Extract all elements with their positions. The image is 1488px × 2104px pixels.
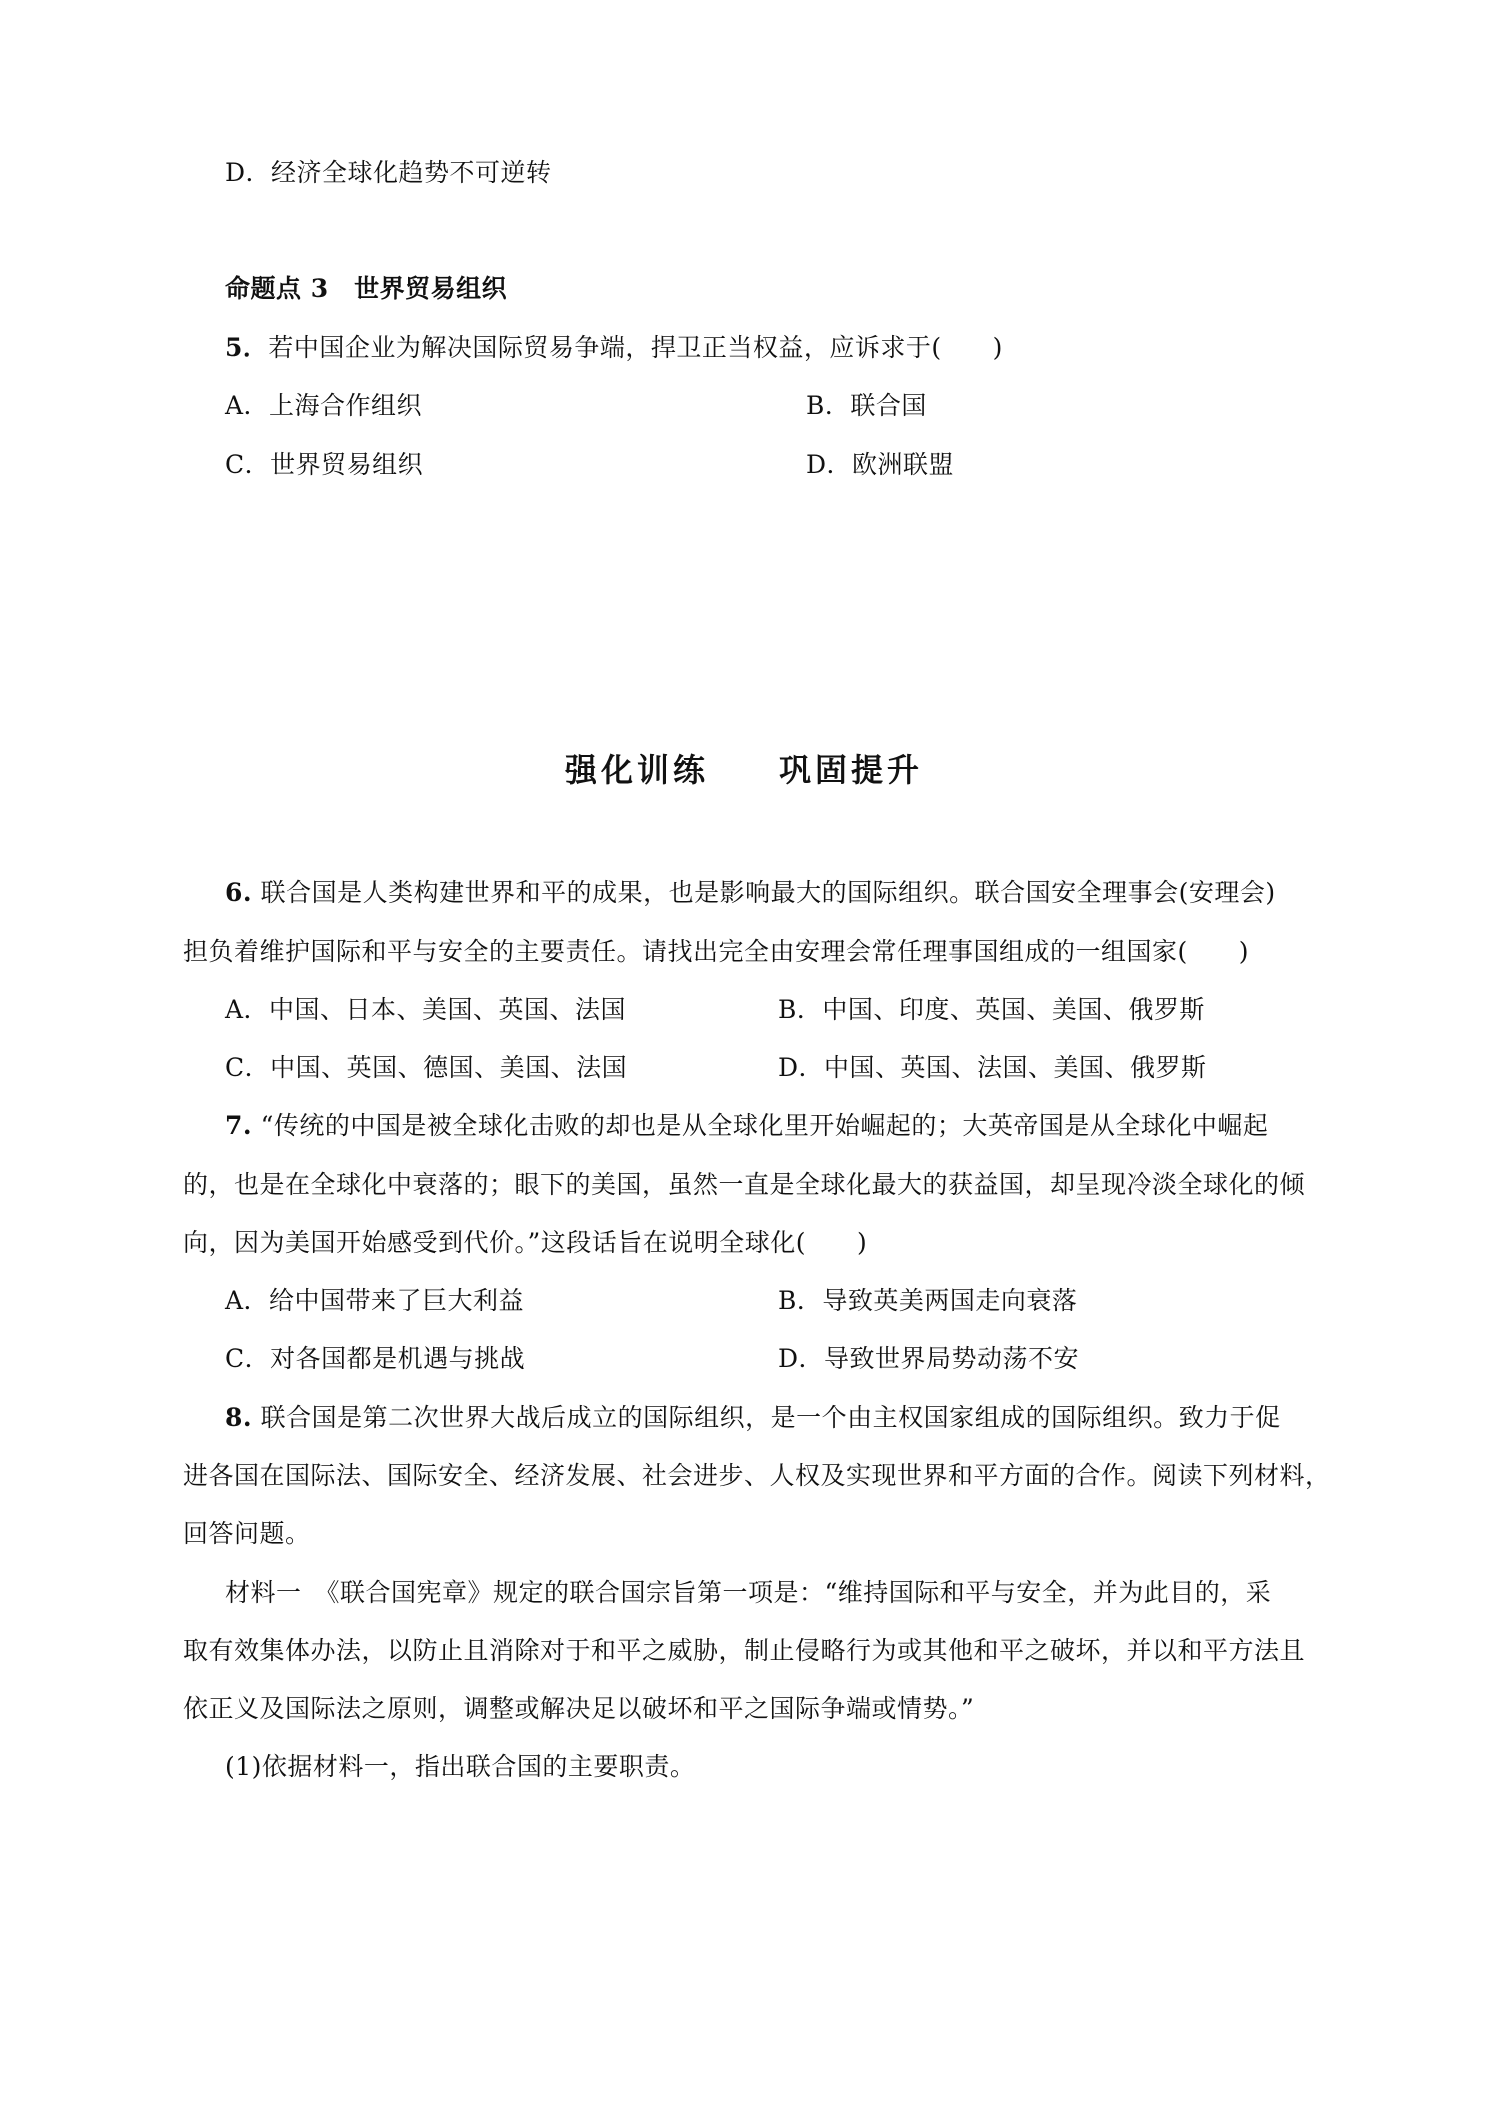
q5-option-a: A．上海合作组织 [225, 391, 423, 420]
q6-option-d: D．中国、英国、法国、美国、俄罗斯 [778, 1053, 1207, 1082]
question-7-line-1 [225, 1109, 1268, 1143]
question-5 [225, 331, 1003, 365]
question-stem: 联合国是第二次世界大战后成立的国际组织，是一个由主权国家组成的国际组织。致力于促 [260, 1403, 1281, 1432]
question-7-line-2: 的，也是在全球化中衰落的；眼下的美国，虽然一直是全球化最大的获益国，却呈现冷淡全球化的倾 [183, 1170, 1306, 1199]
practice-heading [0, 745, 1488, 791]
q6-option-c: C．中国、英国、德国、美国、法国 [225, 1053, 628, 1082]
question-number: 6. [225, 878, 253, 907]
material-1-line-1: 材料一 《联合国宪章》规定的联合国宗旨第一项是：“维持国际和平与安全，并为此目的，采 [225, 1578, 1272, 1607]
q5-option-d: D．欧洲联盟 [806, 450, 955, 479]
question-number: 8. [225, 1403, 253, 1432]
section-title: 命题点 3 世界贸易组织 [225, 274, 508, 303]
question-7-line-3: 向，因为美国开始感受到代价。”这段话旨在说明全球化( ) [183, 1228, 868, 1257]
practice-heading-right: 巩固提升 [779, 751, 924, 789]
question-8-line-1 [225, 1401, 1281, 1435]
q4-option-d: D．经济全球化趋势不可逆转 [225, 158, 552, 187]
question-6-line-2: 担负着维护国际和平与安全的主要责任。请找出完全由安理会常任理事国组成的一组国家( ) [183, 937, 1250, 966]
question-number: 5． [225, 333, 269, 362]
q7-option-a: A．给中国带来了巨大利益 [225, 1286, 525, 1315]
q7-option-c: C．对各国都是机遇与挑战 [225, 1344, 526, 1373]
question-stem: “传统的中国是被全球化击败的却也是从全球化里开始崛起的；大英帝国是从全球化中崛起 [260, 1111, 1269, 1140]
q5-option-c: C．世界贸易组织 [225, 450, 424, 479]
q7-option-d: D．导致世界局势动荡不安 [778, 1344, 1080, 1373]
question-stem: 联合国是人类构建世界和平的成果，也是影响最大的国际组织。联合国安全理事会(安理会) [260, 878, 1276, 907]
practice-heading-left: 强化训练 [564, 751, 709, 789]
question-6-line-1 [225, 876, 1276, 910]
q6-option-b: B．中国、印度、英国、美国、俄罗斯 [778, 995, 1205, 1024]
question-number: 7. [225, 1111, 253, 1140]
question-8-line-3: 回答问题。 [183, 1519, 311, 1548]
question-8-line-2: 进各国在国际法、国际安全、经济发展、社会进步、人权及实现世界和平方面的合作。阅读下列材料， [183, 1461, 1331, 1490]
sub-question-1: (1)依据材料一，指出联合国的主要职责。 [225, 1752, 696, 1781]
q5-option-b: B．联合国 [806, 391, 927, 420]
material-1-line-3: 依正义及国际法之原则，调整或解决足以破坏和平之国际争端或情势。” [183, 1694, 975, 1723]
q7-option-b: B．导致英美两国走向衰落 [778, 1286, 1078, 1315]
material-1-line-2: 取有效集体办法，以防止且消除对于和平之威胁，制止侵略行为或其他和平之破坏，并以和平方法且 [183, 1636, 1306, 1665]
question-stem: 若中国企业为解决国际贸易争端，捍卫正当权益，应诉求于( ) [268, 333, 1003, 362]
q6-option-a: A．中国、日本、美国、英国、法国 [225, 995, 627, 1024]
